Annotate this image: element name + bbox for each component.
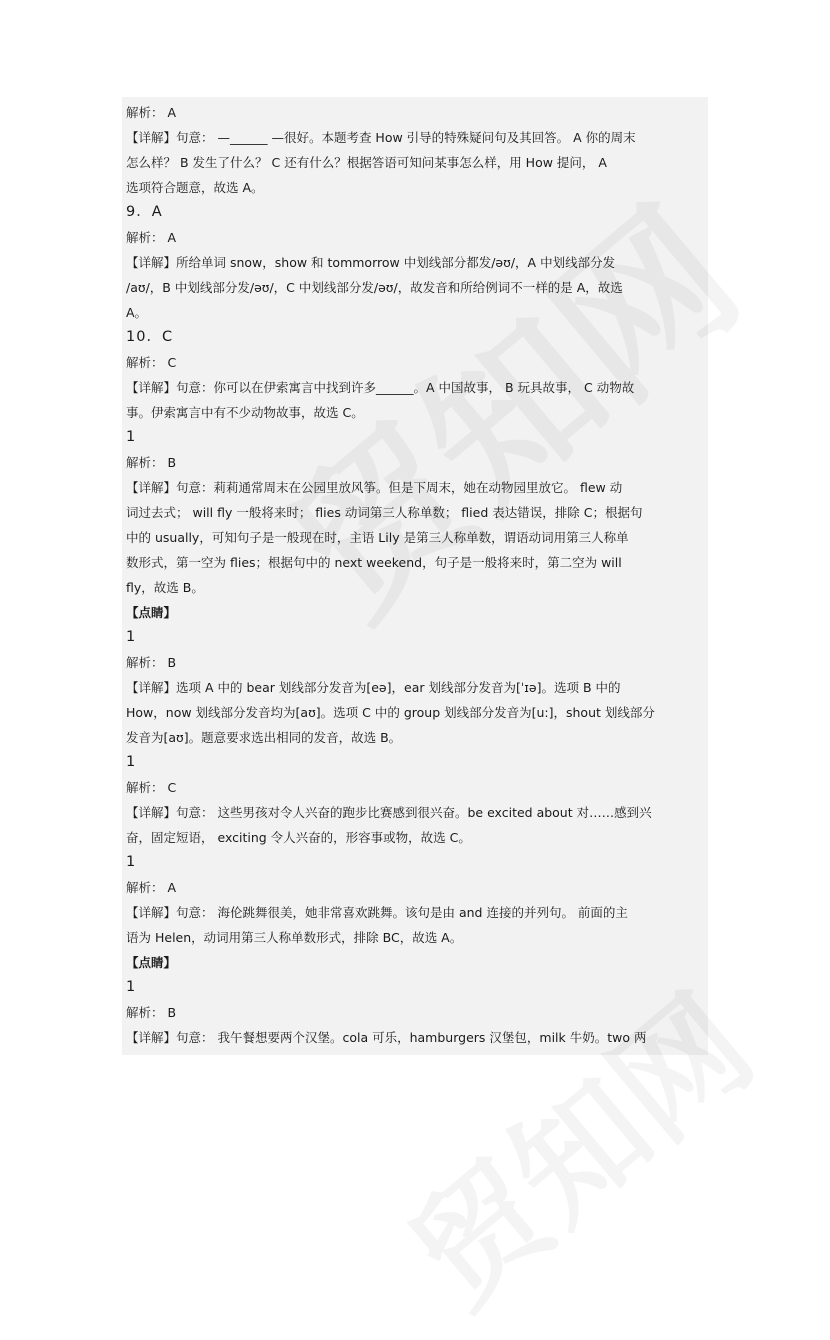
question-number: 1 [126, 754, 137, 770]
answer-line: 解析： C [126, 780, 177, 795]
question-number: 10．C [126, 329, 174, 345]
answer-line: 解析： B [126, 655, 177, 670]
section-heading: 【点睛】 [126, 955, 177, 970]
explanation-line: 【详解】句意： —______ —很好。本题考查 How 引导的特殊疑问句及其回答。 A 你的周末 [126, 130, 636, 145]
text-line: fly，故选 B。 [126, 580, 204, 595]
text-line: How，now 划线部分发音均为[aʊ]。选项 C 中的 group 划线部分发音为[u:]，shout 划线部分 [126, 705, 655, 720]
text-line: 数形式，第一空为 flies；根据句中的 next weekend，句子是一般将来时，第二空为 will [126, 555, 622, 570]
text-line: 语为 Helen，动词用第三人称单数形式，排除 BC，故选 A。 [126, 930, 463, 945]
answer-line: 解析： A [126, 880, 177, 895]
answer-line: 解析： A [126, 230, 177, 245]
text-line: 发音为[aʊ]。题意要求选出相同的发音，故选 B。 [126, 730, 402, 745]
question-number: 1 [126, 979, 137, 995]
explanation-line: 【详解】所给单词 snow，show 和 tommorrow 中划线部分都发/əʊ/，A 中划线部分发 [126, 255, 616, 270]
explanation-line: 【详解】句意： 我午餐想要两个汉堡。cola 可乐，hamburgers 汉堡包，milk 牛奶。two 两 [126, 1030, 647, 1045]
question-number: 1 [126, 429, 137, 445]
text-line: 选项符合题意，故选 A。 [126, 180, 264, 195]
text-line: 怎么样？ B 发生了什么？ C 还有什么？根据答语可知问某事怎么样，用 How 提问， A [126, 155, 607, 170]
question-number: 9．A [126, 204, 163, 220]
text-line: 词过去式； will fly 一般将来时； flies 动词第三人称单数； flied 表达错误，排除 C；根据句 [126, 505, 643, 520]
question-number: 1 [126, 854, 137, 870]
explanation-line: 【详解】句意：你可以在伊索寓言中找到许多______。A 中国故事， B 玩具故事， C 动物故 [126, 380, 635, 395]
text-line: /aʊ/，B 中划线部分发/əʊ/，C 中划线部分发/əʊ/，故发音和所给例词不一样的是 A，故选 [126, 280, 623, 295]
explanation-line: 【详解】选项 A 中的 bear 划线部分发音为[eə]，ear 划线部分发音为[ˈɪə]。选项 B 中的 [126, 680, 621, 695]
answer-line: 解析： B [126, 1005, 177, 1020]
answer-line: 解析： A [126, 105, 177, 120]
section-heading: 【点睛】 [126, 605, 177, 620]
explanation-line: 【详解】句意：莉莉通常周末在公园里放风筝。但是下周末，她在动物园里放它。 flew 动 [126, 480, 623, 495]
document-content [126, 100, 708, 1050]
question-number: 1 [126, 629, 137, 645]
explanation-line: 【详解】句意： 这些男孩对令人兴奋的跑步比赛感到很兴奋。be excited about 对……感到兴 [126, 805, 652, 820]
explanation-line: 【详解】句意： 海伦跳舞很美，她非常喜欢跳舞。该句是由 and 连接的并列句。 前面的主 [126, 905, 628, 920]
text-line: 中的 usually，可知句子是一般现在时，主语 Lily 是第三人称单数，谓语动词用第三人称单 [126, 530, 629, 545]
text-line: 奋，固定短语， exciting 令人兴奋的，形容事或物，故选 C。 [126, 830, 471, 845]
text-line: A。 [126, 305, 148, 320]
text-line: 事。伊索寓言中有不少动物故事，故选 C。 [126, 405, 364, 420]
answer-line: 解析： B [126, 455, 177, 470]
answer-line: 解析： C [126, 355, 177, 370]
